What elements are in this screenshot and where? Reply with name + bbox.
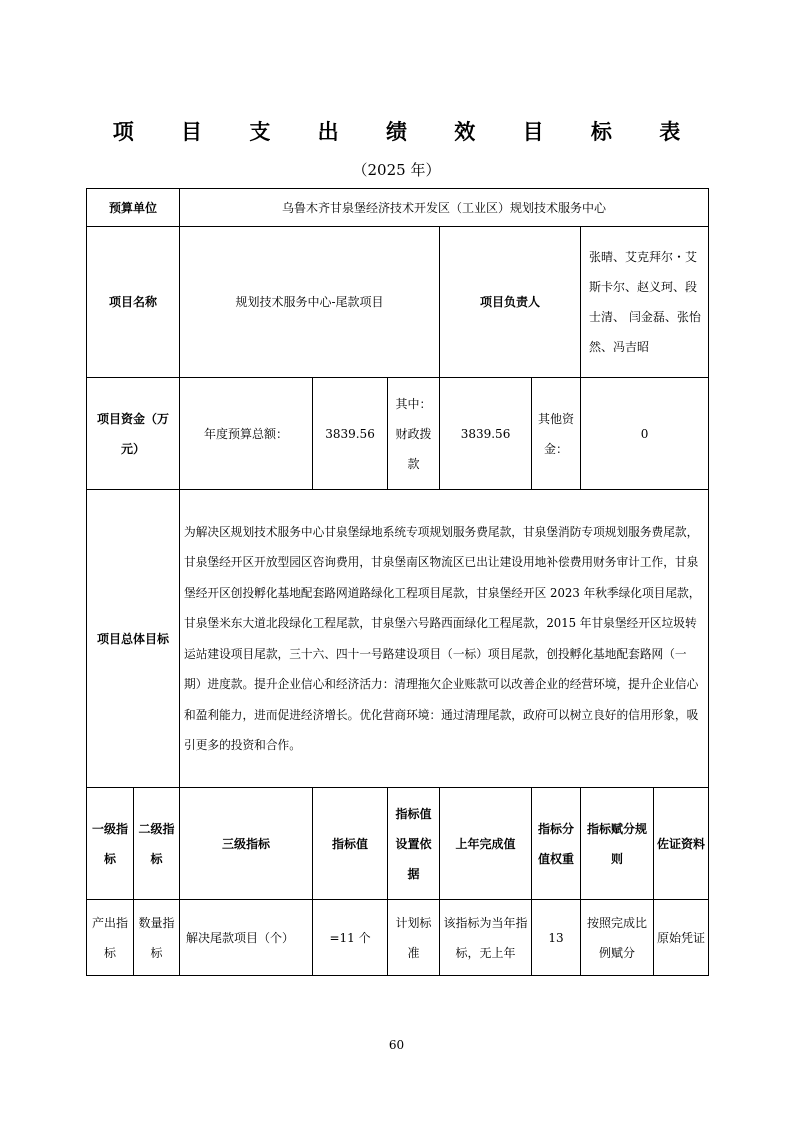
budget-unit-label: 预算单位 — [87, 189, 180, 227]
row-value: =11 个 — [313, 900, 388, 976]
page-number: 60 — [388, 1038, 405, 1052]
header-level3: 三级指标 — [180, 788, 313, 900]
header-weight: 指标分值权重 — [532, 788, 581, 900]
fiscal-funds-value: 3839.56 — [440, 378, 532, 490]
header-level2: 二级指标 — [134, 788, 180, 900]
row-rule: 按照完成比例赋分 — [581, 900, 654, 976]
indicator-header-row — [87, 788, 709, 900]
budget-unit-row — [87, 189, 709, 227]
project-name-label: 项目名称 — [87, 227, 180, 378]
project-leader-value: 张晴、艾克拜尔・艾斯卡尔、赵义珂、段士清、 闫金磊、张怡然、冯吉昭 — [581, 227, 709, 378]
performance-target-table — [86, 188, 709, 976]
overall-goal-row — [87, 490, 709, 788]
header-evidence: 佐证资料 — [654, 788, 709, 900]
page-title: 项 目 支 出 绩 效 目 标 表 — [112, 120, 701, 144]
other-funds-value: 0 — [581, 378, 709, 490]
overall-goal-label: 项目总体目标 — [87, 490, 180, 788]
row-level3: 解决尾款项目（个） — [180, 900, 313, 976]
row-level1: 产出指标 — [87, 900, 134, 976]
funds-row — [87, 378, 709, 490]
project-name-value: 规划技术服务中心-尾款项目 — [180, 227, 440, 378]
project-name-row — [87, 227, 709, 378]
project-leader-label: 项目负责人 — [440, 227, 581, 378]
funds-label: 项目资金（万元） — [87, 378, 180, 490]
row-basis: 计划标准 — [388, 900, 440, 976]
header-value: 指标值 — [313, 788, 388, 900]
header-basis: 指标值设置依据 — [388, 788, 440, 900]
row-weight: 13 — [532, 900, 581, 976]
row-level2: 数量指标 — [134, 900, 180, 976]
budget-unit-value: 乌鲁木齐甘泉堡经济技术开发区（工业区）规划技术服务中心 — [180, 189, 709, 227]
year-subtitle: （2025 年） — [352, 161, 441, 179]
fiscal-funds-label: 其中：财政拨款 — [388, 378, 440, 490]
overall-goal-text: 为解决区规划技术服务中心甘泉堡绿地系统专项规划服务费尾款，甘泉堡消防专项规划服务费尾款，甘泉堡经开区开放型园区咨询费用，甘泉堡南区物流区已出让建设用地补偿费用财务审计工作，甘泉堡经开区创投孵化基地配套路网道路绿化工程项目尾款，甘泉堡经开区 2023 年秋季绿化项目尾款，甘泉堡米东大道北段绿化工程尾款，甘泉堡六号路西面绿化工程尾款，2015 年甘泉堡经开区垃圾转运站建设项目尾款，三十六、四十一号路建设项目（一标）项目尾款，创投孵化基地配套路网（一期）进度款。提升企业信心和经济活力：清理拖欠企业账款可以改善企业的经营环境，提升企业信心和盈利能力，进而促进经济增长。优化营商环境：通过清理尾款，政府可以树立良好的信用形象，吸引更多的投资和合作。 — [180, 490, 709, 788]
annual-budget-label: 年度预算总额： — [180, 378, 313, 490]
header-level1: 一级指标 — [87, 788, 134, 900]
table-row — [87, 900, 709, 976]
row-evidence: 原始凭证 — [654, 900, 709, 976]
header-rule: 指标赋分规则 — [581, 788, 654, 900]
row-last-year: 该指标为当年指标，无上年 — [440, 900, 532, 976]
header-last-year: 上年完成值 — [440, 788, 532, 900]
other-funds-label: 其他资金： — [532, 378, 581, 490]
annual-budget-value: 3839.56 — [313, 378, 388, 490]
